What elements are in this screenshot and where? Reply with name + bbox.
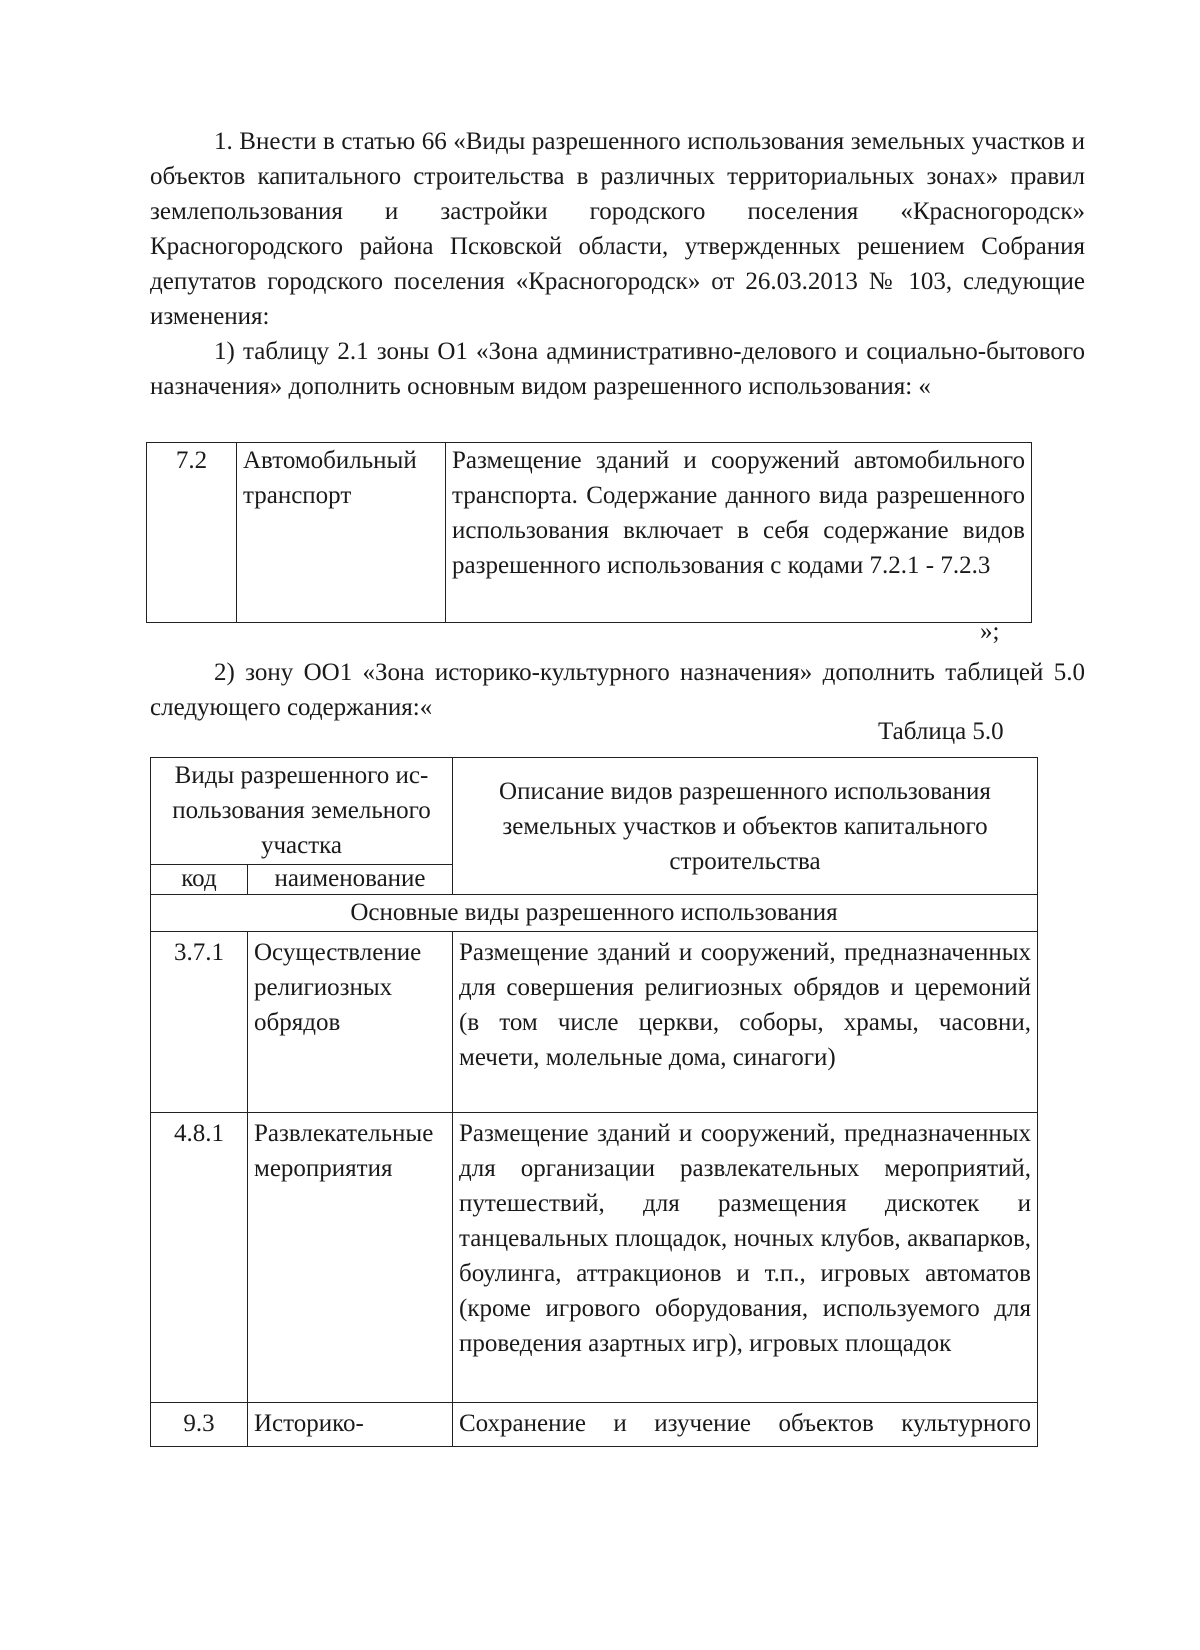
table-cell-code: 9.3 bbox=[151, 1403, 248, 1447]
table-row bbox=[151, 932, 1038, 1113]
section-cell: Основные виды разрешенного использования bbox=[151, 895, 1038, 932]
closing-quote: »; bbox=[980, 618, 1000, 645]
header-name-cell: наименование bbox=[248, 865, 453, 895]
table-caption: Таблица 5.0 bbox=[878, 718, 1004, 745]
table-row bbox=[151, 1403, 1038, 1447]
table-2-1-addition bbox=[146, 442, 1032, 623]
table-cell-description: Размещение зданий и сооружений, предназначенных для организации развлекательных мероприятий, путешествий, для размещения дискотек и танцевальных площадок, ночных клубов, аквапарков, боулинга, аттракционов и т.п., игровых автоматов (кроме игрового оборудования, используемого для проведения азартных игр), игровых площадок bbox=[453, 1113, 1038, 1403]
section-row bbox=[151, 895, 1038, 932]
header-group-cell: Виды разрешенного ис-пользования земельного участка bbox=[151, 758, 453, 865]
table-row bbox=[147, 443, 1032, 623]
paragraph-2: 1) таблицу 2.1 зоны О1 «Зона административно-делового и социально-бытового назначения» дополнить основным видом разрешенного использования: « bbox=[150, 338, 1085, 400]
table-cell-name: Историко- bbox=[248, 1403, 453, 1447]
table-cell-description: Размещение зданий и сооружений, предназначенных для совершения религиозных обрядов и церемоний (в том числе церкви, соборы, храмы, часовни, мечети, молельные дома, синагоги) bbox=[453, 932, 1038, 1113]
table-cell-description: Размещение зданий и сооружений автомобильного транспорта. Содержание данного вида разрешенного использования включает в себя содержание видов разрешенного использования с кодами 7.2.1 - 7.2.3 bbox=[446, 443, 1032, 623]
table-cell-name: Автомобильный транспорт bbox=[237, 443, 446, 623]
table-row bbox=[151, 1113, 1038, 1403]
table-cell-code: 4.8.1 bbox=[151, 1113, 248, 1403]
table-cell-name: Развлекательные мероприятия bbox=[248, 1113, 453, 1403]
table-cell-code: 7.2 bbox=[147, 443, 237, 623]
table-cell-code: 3.7.1 bbox=[151, 932, 248, 1113]
table-cell-name: Осуществление религиозных обрядов bbox=[248, 932, 453, 1113]
header-description-cell: Описание видов разрешенного использования земельных участков и объектов капитального строительства bbox=[453, 758, 1038, 895]
paragraph-1: 1. Внести в статью 66 «Виды разрешенного использования земельных участков и объектов капитального строительства в различных территориальных зонах» правил землепользования и застройки городского поселения «Красногородск» Красногородского района Псковской области, утвержденных решением Собрания депутатов городского поселения «Красногородск» от 26.03.2013 № 103, следующие изменения: bbox=[150, 128, 1085, 330]
table-cell-description: Сохранение и изучение объектов культурного bbox=[453, 1403, 1038, 1447]
table-5-0 bbox=[150, 757, 1038, 1447]
header-code-cell: код bbox=[151, 865, 248, 895]
paragraph-3: 2) зону ОО1 «Зона историко-культурного назначения» дополнить таблицей 5.0 следующего содержания:« bbox=[150, 659, 1085, 721]
table-header-row bbox=[151, 758, 1038, 865]
